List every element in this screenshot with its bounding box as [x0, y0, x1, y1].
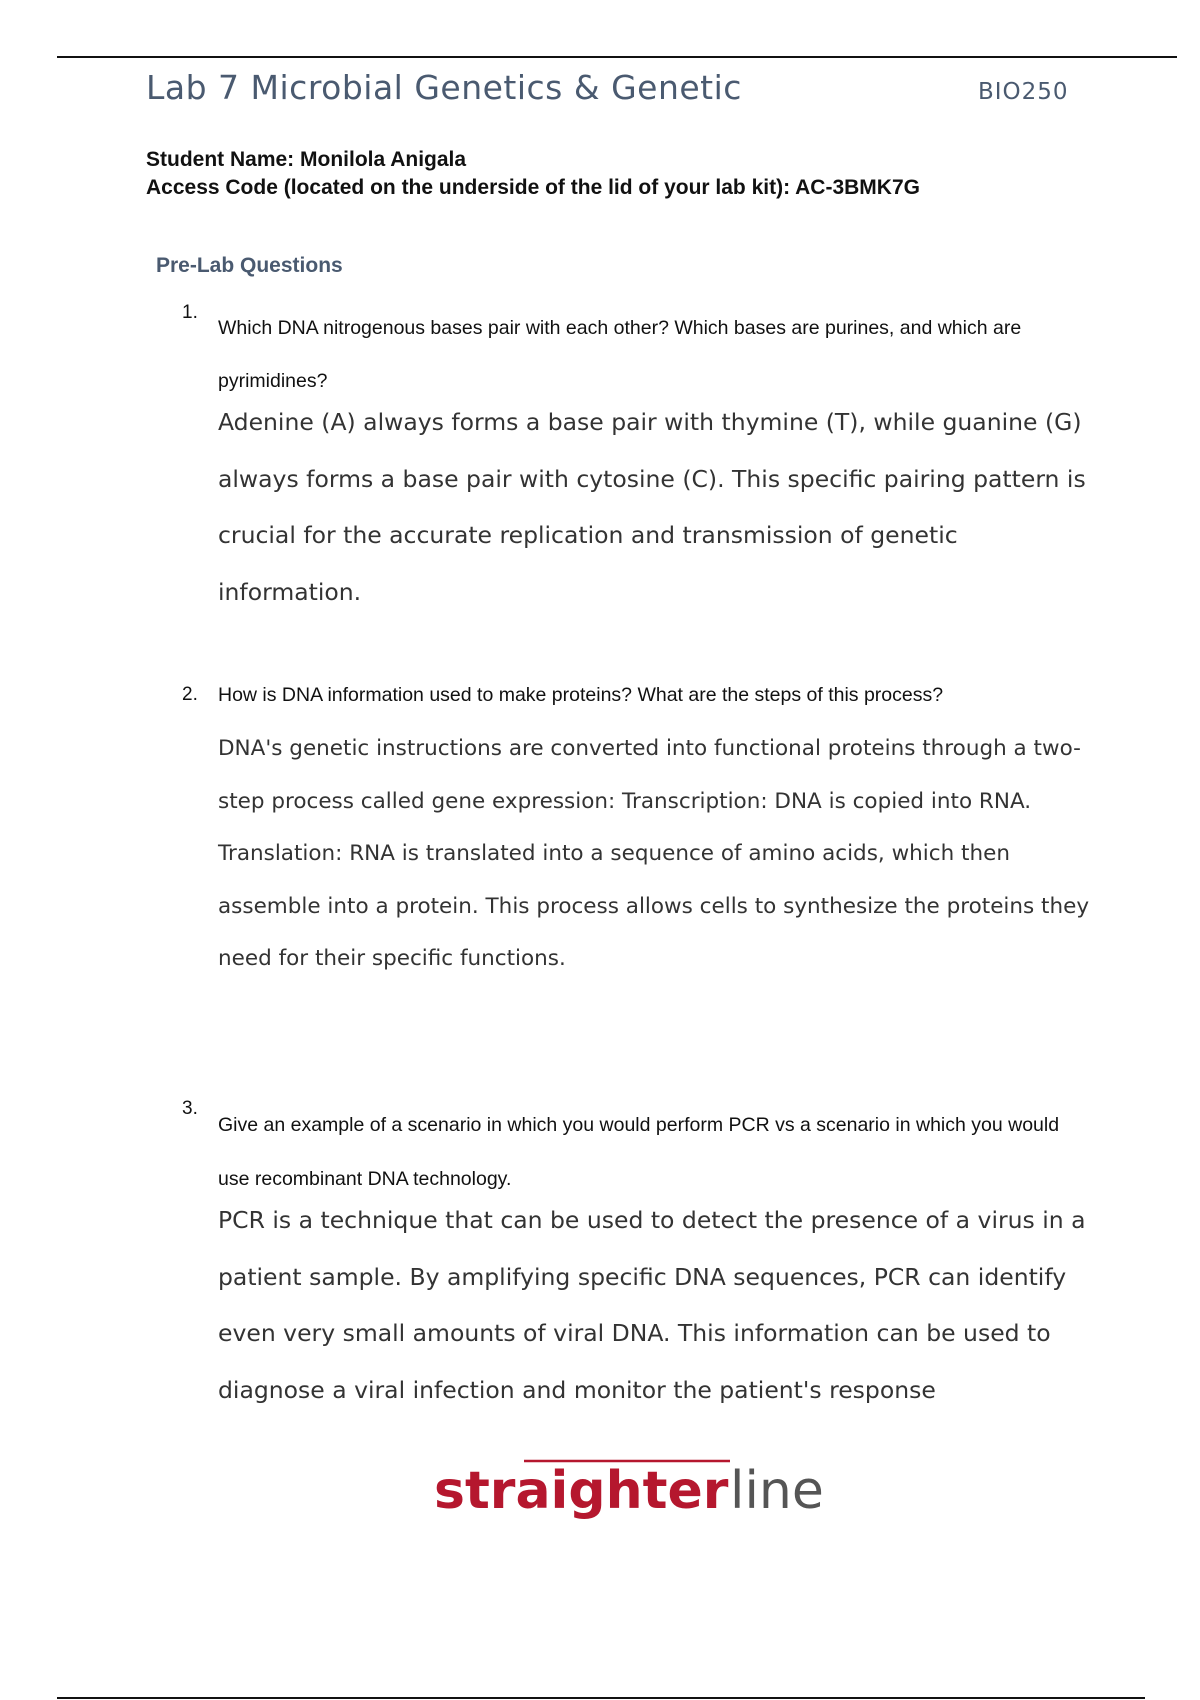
answer-text: Adenine (A) always forms a base pair with thymine (T), while guanine (G) always forms a base pair with cytosine (C). This specific pairing pattern is crucial for the accurate replication and transmission of genetic information.: [218, 408, 1086, 606]
section-heading: Pre-Lab Questions: [156, 254, 343, 277]
question-text: How is DNA information used to make proteins? What are the steps of this process?: [218, 684, 944, 706]
student-name: Student Name: Monilola Anigala: [146, 148, 467, 171]
logo-light-text: line: [730, 1461, 824, 1521]
logo-bold-text: straighter: [434, 1461, 729, 1521]
question-text: Which DNA nitrogenous bases pair with each other? Which bases are purines, and which are pyrimidines?: [218, 317, 1022, 392]
question-text: Give an example of a scenario in which you would perform PCR vs a scenario in which you would use recombinant DNA technology.: [218, 1114, 1060, 1190]
question-number: 2.: [182, 684, 198, 705]
answer-text: DNA's genetic instructions are converted into functional proteins through a two-step process called gene expression: Transcription: DNA is copied into RNA. Translation: RNA is translated into a sequence of amino acids, which then assemble into a protein. This process allows cells to synthesize the proteins they need for their specific functions.: [218, 736, 1090, 971]
answer-text: PCR is a technique that can be used to detect the presence of a virus in a patient sample. By amplifying specific DNA sequences, PCR can identify even very small amounts of viral DNA. This information can be used to diagnose a viral infection and monitor the patient's response: [218, 1206, 1086, 1404]
access-code: Access Code (located on the underside of the lid of your lab kit): AC-3BMK7G: [146, 176, 920, 199]
question-number: 3.: [182, 1098, 198, 1119]
top-rule: [57, 56, 1177, 58]
bottom-rule: [57, 1697, 1145, 1699]
course-code: BIO250: [978, 79, 1069, 105]
question-number: 1.: [182, 302, 198, 323]
document-title: Lab 7 Microbial Genetics & Genetic: [146, 68, 742, 107]
straighterline-logo: [432, 1455, 824, 1535]
